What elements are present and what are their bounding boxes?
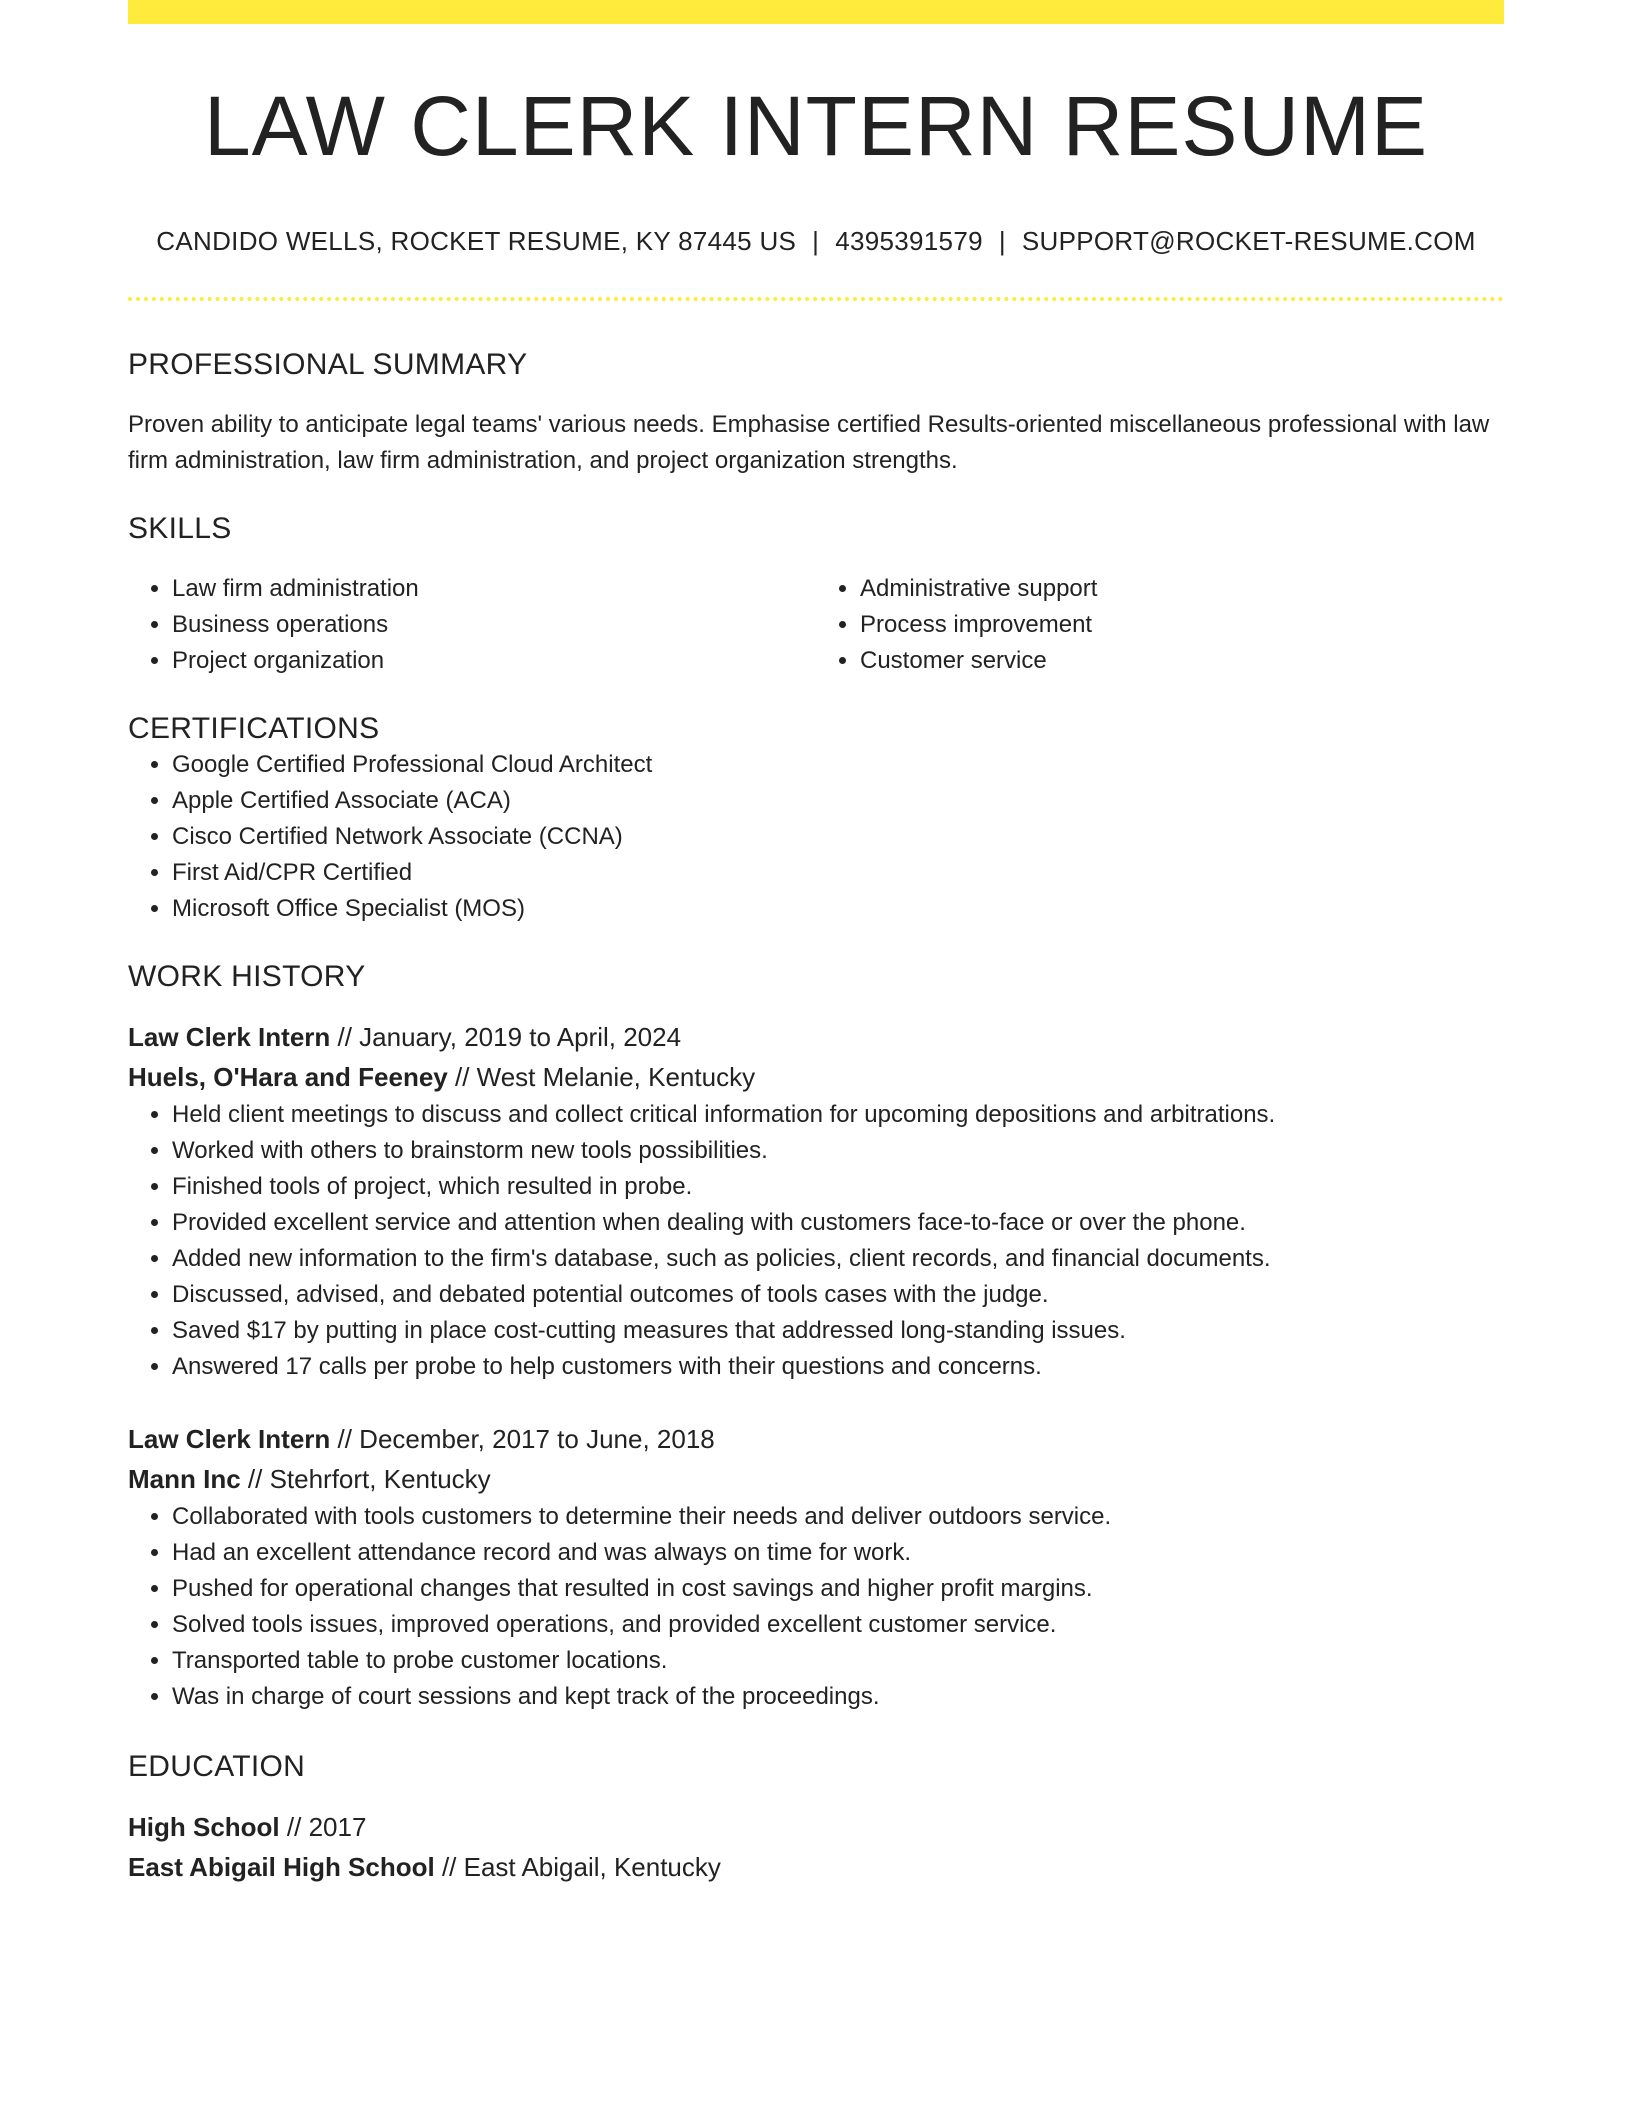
job-location: // West Melanie, Kentucky (447, 1062, 756, 1093)
job-bullet: • Provided excellent service and attention when dealing with customers face-to-face or over the phone. (172, 1205, 1504, 1241)
job-bullets (128, 1097, 1504, 1385)
job-bullet: • Held client meetings to discuss and collect critical information for upcoming depositions and arbitrations. (172, 1097, 1504, 1133)
certification-item: • Microsoft Office Specialist (MOS) (172, 891, 1504, 927)
job-bullet: • Pushed for operational changes that resulted in cost savings and higher profit margins. (172, 1571, 1504, 1607)
certifications-section (128, 711, 1504, 927)
job-location: // Stehrfort, Kentucky (240, 1464, 491, 1495)
job-title-line (128, 1017, 1504, 1057)
education-location: // East Abigail, Kentucky (434, 1852, 721, 1883)
contact-separator: | (998, 226, 1006, 257)
job-bullet: • Finished tools of project, which resulted in probe. (172, 1169, 1504, 1205)
contact-address: CANDIDO WELLS, ROCKET RESUME, KY 87445 US (156, 226, 797, 257)
job-company: Huels, O'Hara and Feeney (128, 1062, 448, 1093)
skills-list-right (816, 571, 1504, 679)
contact-phone: 4395391579 (835, 226, 983, 257)
dotted-divider (128, 297, 1504, 301)
skills-heading: SKILLS (128, 512, 232, 546)
skill-item: • Process improvement (860, 607, 1504, 643)
job-bullet: • Transported table to probe customer locations. (172, 1643, 1504, 1679)
job-bullet: • Answered 17 calls per probe to help customers with their questions and concerns. (172, 1349, 1504, 1385)
page-title: LAW CLERK INTERN RESUME (203, 79, 1429, 173)
education-year: // 2017 (279, 1812, 367, 1843)
certification-item: • Google Certified Professional Cloud Architect (172, 747, 1504, 783)
certification-item: • First Aid/CPR Certified (172, 855, 1504, 891)
job-bullet: • Saved $17 by putting in place cost-cutting measures that addressed long-standing issues. (172, 1313, 1504, 1349)
job-title: Law Clerk Intern (128, 1022, 331, 1053)
education-section (128, 1749, 1504, 1887)
education-degree: High School (128, 1812, 280, 1843)
skills-columns (128, 571, 1504, 679)
job-bullets (128, 1499, 1504, 1715)
work-history-heading: WORK HISTORY (128, 960, 366, 994)
skill-item: • Business operations (172, 607, 816, 643)
resume-page (128, 0, 1504, 1887)
job-bullet: • Had an excellent attendance record and was always on time for work. (172, 1535, 1504, 1571)
skill-item: • Project organization (172, 643, 816, 679)
contact-email: SUPPORT@ROCKET-RESUME.COM (1021, 226, 1476, 257)
education-entry (128, 1807, 1504, 1887)
summary-text: Proven ability to anticipate legal teams' various needs. Emphasise certified Results-oriented miscellaneous professional with law firm administration, law firm administration, and project organization strengths. (128, 411, 1490, 475)
job-title-line (128, 1419, 1504, 1459)
education-heading: EDUCATION (128, 1750, 306, 1784)
job-company-line (128, 1057, 1504, 1097)
job-dates: // December, 2017 to June, 2018 (330, 1424, 715, 1455)
certification-item: • Apple Certified Associate (ACA) (172, 783, 1504, 819)
summary-section (128, 347, 1504, 479)
skills-list-left (128, 571, 816, 679)
summary-heading: PROFESSIONAL SUMMARY (128, 348, 528, 382)
job-bullet: • Was in charge of court sessions and kept track of the proceedings. (172, 1679, 1504, 1715)
job-dates: // January, 2019 to April, 2024 (330, 1022, 682, 1053)
certification-item: • Cisco Certified Network Associate (CCNA) (172, 819, 1504, 855)
job-entry (128, 1419, 1504, 1715)
job-bullet: • Worked with others to brainstorm new tools possibilities. (172, 1133, 1504, 1169)
job-bullet: • Added new information to the firm's database, such as policies, client records, and financial documents. (172, 1241, 1504, 1277)
job-bullet: • Solved tools issues, improved operations, and provided excellent customer service. (172, 1607, 1504, 1643)
education-school: East Abigail High School (128, 1852, 435, 1883)
contact-line (128, 226, 1504, 257)
education-school-line (128, 1847, 1504, 1887)
contact-separator: | (812, 226, 820, 257)
certifications-list (128, 747, 1504, 927)
job-title: Law Clerk Intern (128, 1424, 331, 1455)
job-entry (128, 1017, 1504, 1385)
skills-section (128, 511, 1504, 679)
skill-item: • Law firm administration (172, 571, 816, 607)
top-accent-bar (128, 0, 1504, 24)
certifications-heading: CERTIFICATIONS (128, 712, 380, 746)
job-bullet: • Collaborated with tools customers to determine their needs and deliver outdoors service. (172, 1499, 1504, 1535)
job-company-line (128, 1459, 1504, 1499)
work-history-section (128, 959, 1504, 1715)
job-bullet: • Discussed, advised, and debated potential outcomes of tools cases with the judge. (172, 1277, 1504, 1313)
job-company: Mann Inc (128, 1464, 241, 1495)
education-degree-line (128, 1807, 1504, 1847)
skill-item: • Customer service (860, 643, 1504, 679)
skill-item: • Administrative support (860, 571, 1504, 607)
